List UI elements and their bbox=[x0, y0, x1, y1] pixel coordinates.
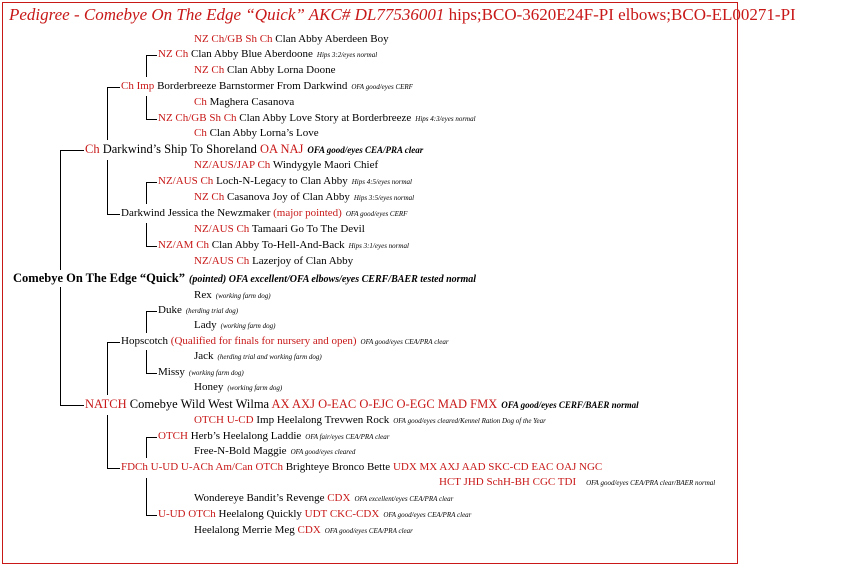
connector bbox=[146, 182, 157, 183]
dog-dsds: Jack (herding trial and working farm dog) bbox=[194, 350, 322, 362]
dog-dsss: Rex (working farm dog) bbox=[194, 289, 271, 301]
connector bbox=[146, 119, 157, 120]
connector bbox=[60, 150, 84, 151]
dog-sds: NZ/AUS Ch Loch-N-Legacy to Clan Abby Hips 4:5/eyes normal bbox=[158, 175, 412, 187]
dog-ddd: U-UD OTCh Heelalong Quickly UDT CKC-CDX OFA good/eyes CEA/PRA clear bbox=[158, 508, 472, 520]
connector bbox=[146, 373, 157, 374]
connector bbox=[60, 405, 84, 406]
connector bbox=[146, 223, 147, 246]
dog-dd-continued: HCT JHD SchH-BH CGC TDI OFA good/eyes CEA/PRA clear/BAER normal bbox=[439, 476, 716, 488]
connector bbox=[146, 350, 147, 373]
connector bbox=[60, 287, 61, 405]
connector bbox=[146, 311, 147, 333]
dog-sdss: NZ/AUS/JAP Ch Windygyle Maori Chief bbox=[194, 159, 379, 171]
connector bbox=[146, 437, 157, 438]
dog-ssd: NZ Ch/GB Sh Ch Clan Abby Love Story at Borderbreeze Hips 4:3/eyes normal bbox=[158, 112, 476, 124]
connector bbox=[146, 55, 157, 56]
dog-ss: Ch Imp Borderbreeze Barnstormer From Darkwind OFA good/eyes CERF bbox=[121, 80, 413, 92]
connector bbox=[107, 342, 108, 395]
connector bbox=[146, 437, 147, 458]
dog-sssd: NZ Ch Clan Abby Lorna Doone bbox=[194, 64, 336, 76]
dog-dssd: Lady (working farm dog) bbox=[194, 319, 276, 331]
connector bbox=[146, 311, 157, 312]
dog-dsd: Missy (working farm dog) bbox=[158, 366, 244, 378]
connector bbox=[146, 96, 147, 119]
dog-subject: Comebye On The Edge “Quick” (pointed) OFA excellent/OFA elbows/eyes CERF/BAER tested normal bbox=[13, 271, 477, 285]
connector bbox=[107, 214, 120, 215]
dog-sdds: NZ/AUS Ch Tamaari Go To The Devil bbox=[194, 223, 365, 235]
dog-sdd: NZ/AM Ch Clan Abby To-Hell-And-Back Hips 3:1/eyes normal bbox=[158, 239, 409, 251]
connector bbox=[107, 160, 108, 214]
dog-dam: NATCH Comebye Wild West Wilma AX AXJ O-EAC O-EJC O-EGC MAD FMX OFA good/eyes CERF/BAER normal bbox=[85, 397, 639, 411]
connector bbox=[60, 150, 61, 270]
connector bbox=[146, 55, 147, 77]
page-title bbox=[9, 5, 796, 25]
dog-sddd: NZ/AUS Ch Lazerjoy of Clan Abby bbox=[194, 255, 354, 267]
connector bbox=[107, 342, 120, 343]
dog-sire: Ch Darkwind’s Ship To Shoreland OA NAJ OFA good/eyes CEA/PRA clear bbox=[85, 142, 424, 156]
connector bbox=[107, 87, 120, 88]
dog-sd: Darkwind Jessica the Newzmaker (major pointed) OFA good/eyes CERF bbox=[121, 207, 408, 219]
dog-dsdd: Honey (working farm dog) bbox=[194, 381, 283, 393]
connector bbox=[107, 415, 108, 468]
connector bbox=[146, 246, 157, 247]
health-codes: hips;BCO-3620E24F-PI elbows;BCO-EL00271-PI bbox=[448, 5, 796, 24]
connector bbox=[146, 182, 147, 204]
dog-dddd: Heelalong Merrie Meg CDX OFA good/eyes CEA/PRA clear bbox=[194, 524, 413, 536]
dog-ddds: Wondereye Bandit’s Revenge CDX OFA excellent/eyes CEA/PRA clear bbox=[194, 492, 454, 504]
dog-ddsd: Free-N-Bold Maggie OFA good/eyes cleared bbox=[194, 445, 356, 457]
dog-ssds: Ch Maghera Casanova bbox=[194, 96, 295, 108]
title-text: Pedigree - Comebye On The Edge “Quick” AKC# DL77536001 bbox=[9, 5, 445, 24]
dog-dd: FDCh U-UD U-ACh Am/Can OTCh Brighteye Bronco Bette UDX MX AXJ AAD SKC-CD EAC OAJ NGC bbox=[121, 461, 603, 473]
dog-ddss: OTCH U-CD Imp Heelalong Trevwen Rock OFA good/eyes cleared/Kennel Ration Dog of the Year bbox=[194, 414, 546, 426]
connector bbox=[107, 87, 108, 140]
dog-sdsd: NZ Ch Casanova Joy of Clan Abby Hips 3:5/eyes normal bbox=[194, 191, 415, 203]
dog-dss: Duke (herding trial dog) bbox=[158, 304, 239, 316]
dog-sss: NZ Ch Clan Abby Blue Aberdoone Hips 3:2/eyes normal bbox=[158, 48, 378, 60]
dog-ssdd: Ch Clan Abby Lorna’s Love bbox=[194, 127, 319, 139]
dog-dds: OTCH Herb’s Heelalong Laddie OFA fair/eyes CEA/PRA clear bbox=[158, 430, 390, 442]
connector bbox=[146, 515, 157, 516]
dog-ds: Hopscotch (Qualified for finals for nursery and open) OFA good/eyes CEA/PRA clear bbox=[121, 335, 449, 347]
connector bbox=[146, 478, 147, 515]
connector bbox=[107, 468, 120, 469]
dog-ssss: NZ Ch/GB Sh Ch Clan Abby Aberdeen Boy bbox=[194, 33, 389, 45]
